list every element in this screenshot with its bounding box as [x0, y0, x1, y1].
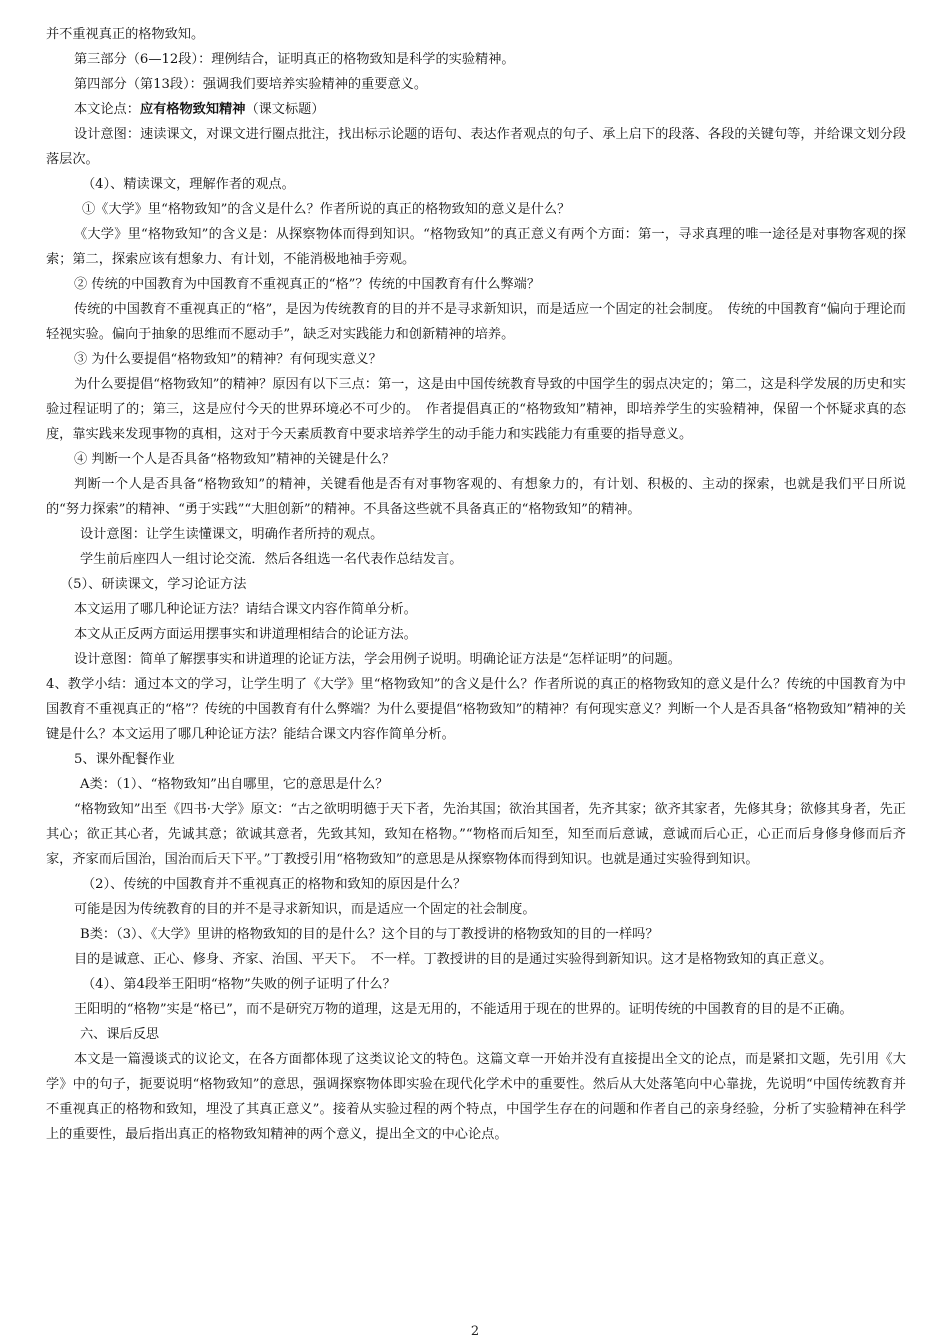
paragraph: 目的是诚意、正心、修身、齐家、治国、平天下。 不一样。丁教授讲的目的是通过实验得到新知识。这才是格物致知的真正意义。 — [74, 952, 833, 967]
paragraph: 传统的中国教育不重视真正的“格”，是因为传统教育的目的并不是寻求新知识，而是适应一个固定的社会制度。 传统的中国教育“偏向于理论而轻视实验。偏向于抽象的思维而不愿动手”，缺乏对实践能力和创新精神的培养。 — [46, 302, 906, 342]
thesis-suffix: （课文标题） — [245, 102, 325, 117]
page-number: 2 — [470, 1324, 480, 1339]
paragraph: 并不重视真正的格物致知。 — [46, 27, 205, 42]
paragraph: ② 传统的中国教育为中国教育不重视真正的“格”？传统的中国教育有什么弊端？ — [74, 277, 541, 292]
paragraph: 设计意图：简单了解摆事实和讲道理的论证方法，学会用例子说明。明确论证方法是“怎样证明”的问题。 — [74, 652, 681, 667]
thesis-title: 应有格物致知精神 — [139, 102, 246, 117]
paragraph: 学生前后座四人一组讨论交流．然后各组选一名代表作总结发言。 — [80, 552, 463, 567]
paragraph: 判断一个人是否具备“格物致知”的精神，关键看他是否有对事物客观的、有想象力的，有计划、积极的、主动的探索，也就是我们平日所说的“努力探索”的精神、“勇于实践”“大胆创新”的精神。不具备这些就不具备真正的“格物致知”的精神。 — [46, 477, 906, 517]
paragraph: ③ 为什么要提倡“格物致知”的精神？有何现实意义？ — [74, 352, 382, 367]
paragraph: 设计意图：速读课文，对课文进行圈点批注，找出标示论题的语句、表达作者观点的句子、承上启下的段落、各段的关键句等，并给课文划分段落层次。 — [46, 127, 906, 167]
paragraph: 4、教学小结：通过本文的学习，让学生明了《大学》里“格物致知”的含义是什么？作者所说的真正的格物致知的意义是什么？传统的中国教育为中国教育不重视真正的“格”？传统的中国教育有什么弊端？为什么要提倡“格物致知”的精神？有何现实意义？判断一个人是否具备“格物致知”精神的关键是什么？本文运用了哪几种论证方法？能结合课文内容作简单分析。 — [46, 677, 906, 742]
paragraph: 王阳明的“格物”实是“格已”，而不是研究万物的道理，这是无用的，不能适用于现在的世界的。证明传统的中国教育的目的是不正确。 — [74, 1002, 853, 1017]
paragraph: A类：（1）、“格物致知”出自哪里，它的意思是什么？ — [80, 777, 389, 792]
paragraph: 为什么要提倡“格物致知”的精神？原因有以下三点：第一，这是由中国传统教育导致的中国学生的弱点决定的；第二，这是科学发展的历史和实验过程证明了的；第三，这是应付今天的世界环境必不可少的。 作者提倡真正的“格物致知”精神，即培养学生的实验精神，保留一个怀疑求真的态度，靠实践来发现事物的真相，这对于今天素质教育中要求培养学生的动手能力和实践能力有重要的指导意义。 — [46, 377, 906, 442]
paragraph: 可能是因为传统教育的目的并不是寻求新知识，而是适应一个固定的社会制度。 — [74, 902, 536, 917]
paragraph: 5、课外配餐作业 — [74, 752, 175, 767]
paragraph: （2）、传统的中国教育并不重视真正的格物和致知的原因是什么？ — [82, 877, 467, 892]
paragraph: ①《大学》里“格物致知”的含义是什么？作者所说的真正的格物致知的意义是什么？ — [82, 202, 571, 217]
paragraph: （5）、研读课文，学习论证方法 — [60, 577, 247, 592]
thesis-prefix: 本文论点： — [74, 102, 140, 117]
thesis-line — [46, 97, 906, 122]
paragraph: ④ 判断一个人是否具备“格物致知”精神的关键是什么？ — [74, 452, 395, 467]
section-heading: 六、课后反思 — [80, 1027, 160, 1042]
paragraph: （4）、第4段举王阳明“格物”失败的例子证明了什么？ — [82, 977, 396, 992]
paragraph: （4）、精读课文，理解作者的观点。 — [82, 177, 295, 192]
paragraph: 设计意图：让学生读懂课文，明确作者所持的观点。 — [80, 527, 384, 542]
paragraph: 第四部分（第13段）：强调我们要培养实验精神的重要意义。 — [74, 77, 428, 92]
document-page — [46, 22, 906, 1147]
paragraph: 本文从正反两方面运用摆事实和讲道理相结合的论证方法。 — [74, 627, 417, 642]
paragraph: 第三部分（6—12段）：理例结合，证明真正的格物致知是科学的实验精神。 — [74, 52, 515, 67]
paragraph: 《大学》里“格物致知”的含义是：从探察物体而得到知识。“格物致知”的真正意义有两个方面：第一，寻求真理的唯一途径是对事物客观的探索；第二，探索应该有想象力、有计划，不能消极地袖手旁观。 — [46, 227, 906, 267]
paragraph: 本文运用了哪几种论证方法？请结合课文内容作简单分析。 — [74, 602, 417, 617]
paragraph: “格物致知”出至《四书·大学》原文：“古之欲明明德于天下者，先治其国；欲治其国者，先齐其家；欲齐其家者，先修其身；欲修其身者，先正其心；欲正其心者，先诚其意；欲诚其意者，先致其知，致知在格物。”“物格而后知至，知至而后意诚，意诚而后心正，心正而后身修身修而后齐家，齐家而后国治，国治而后天下平。”丁教授引用“格物致知”的意思是从探察物体而得到知识。也就是通过实验得到知识。 — [46, 802, 906, 867]
paragraph: 本文是一篇漫谈式的议论文，在各方面都体现了这类议论文的特色。这篇文章一开始并没有直接提出全文的论点，而是紧扣文题，先引用《大学》中的句子，扼要说明“格物致知”的意思，强调探察物体即实验在现代化学术中的重要性。然后从大处落笔向中心靠拢，先说明“中国传统教育并不重视真正的格物和致知，埋没了其真正意义”。接着从实验过程的两个特点，中国学生存在的问题和作者自己的亲身经验，分析了实验精神在科学上的重要性，最后指出真正的格物致知精神的两个意义，提出全文的中心论点。 — [46, 1052, 906, 1142]
paragraph: B类：（3）、《大学》里讲的格物致知的目的是什么？这个目的与丁教授讲的格物致知的目的一样吗？ — [80, 927, 659, 942]
